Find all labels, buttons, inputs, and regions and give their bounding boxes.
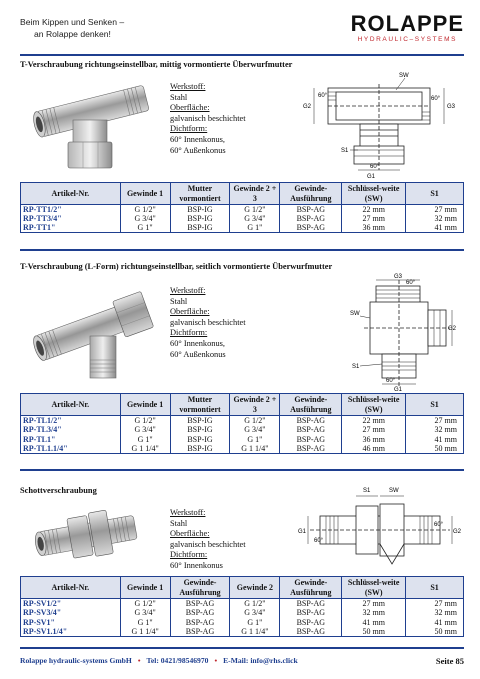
page-number: Seite 85 (435, 656, 464, 666)
technical-drawing-tl (330, 270, 460, 392)
cell: 32 mm (342, 608, 406, 617)
cell: BSP-IG (170, 223, 230, 233)
oberflaeche-value: galvanisch beschichtet (170, 113, 246, 123)
col-gewinde-2: Gewinde 2 (230, 577, 280, 599)
label-angle-60-b: 60° (431, 96, 441, 102)
table-row (21, 425, 464, 434)
section-title: T-Verschraubung richtungseinstellbar, mittig vormontierte Überwurfmutter (20, 60, 293, 69)
col-sw: Schlüssel-weite (SW) (342, 183, 406, 205)
oberflaeche-label: Oberfläche: (170, 103, 210, 113)
cell: G 1 1/4" (120, 444, 170, 454)
cell: G 3/4" (230, 425, 280, 434)
table-row (21, 599, 464, 609)
cell: G 1" (120, 223, 170, 233)
label-angle-60-a: 60° (406, 280, 416, 286)
werkstoff-value: Stahl (170, 92, 188, 102)
cell: 27 mm (406, 416, 464, 426)
cell: 32 mm (406, 214, 464, 223)
cell: 27 mm (342, 425, 406, 434)
bullet-icon: • (137, 656, 141, 665)
table-sv (20, 576, 464, 637)
cell: BSP-IG (170, 425, 230, 434)
cell: G 1/2" (230, 205, 280, 215)
label-s1: S1 (363, 488, 371, 494)
cell: G 3/4" (120, 214, 170, 223)
cell: G 3/4" (120, 425, 170, 434)
cell-artikel: RP-TT1/2" (21, 205, 121, 215)
cell: 50 mm (406, 627, 464, 637)
label-g2: G2 (448, 326, 457, 332)
oberflaeche-label: Oberfläche: (170, 529, 210, 539)
cell: G 1 1/4" (230, 627, 280, 637)
col-artikel: Artikel-Nr. (21, 394, 121, 416)
cell: 41 mm (406, 617, 464, 626)
divider (20, 54, 464, 56)
cell: 22 mm (342, 416, 406, 426)
label-angle-60-a: 60° (318, 93, 328, 99)
spec-block-tl (170, 286, 246, 360)
table-row (21, 627, 464, 637)
col-gewinde-2-3: Gewinde 2 + 3 (230, 183, 280, 205)
table-row (21, 223, 464, 233)
product-photo-tt (28, 72, 158, 172)
cell: G 1 1/4" (230, 444, 280, 454)
cell: BSP-IG (170, 214, 230, 223)
table-row (21, 416, 464, 426)
footer-company: Rolappe hydraulic-systems GmbH (20, 656, 132, 665)
cell: G 1/2" (230, 416, 280, 426)
cell-artikel: RP-TL1.1/4" (21, 444, 121, 454)
cell: G 1/2" (230, 599, 280, 609)
cell: 32 mm (406, 425, 464, 434)
cell: 27 mm (406, 599, 464, 609)
label-g3: G3 (394, 274, 403, 280)
section-title: T-Verschraubung (L-Form) richtungseinstellbar, seitlich vormontierte Überwurfmutter (20, 262, 333, 271)
dichtform-label: Dichtform: (170, 550, 208, 560)
section-title: Schottverschraubung (20, 486, 97, 495)
cell: BSP-AG (170, 599, 230, 609)
spec-block-sv (170, 508, 246, 572)
cell: 27 mm (342, 214, 406, 223)
table-row (21, 205, 464, 215)
cell: BSP-AG (280, 223, 342, 233)
dichtform-label: Dichtform: (170, 328, 208, 338)
oberflaeche-value: galvanisch beschichtet (170, 539, 246, 549)
werkstoff-value: Stahl (170, 296, 188, 306)
dichtform-value-2: 60° Außenkonus (170, 145, 226, 155)
col-mutter: Mutter vormontiert (170, 183, 230, 205)
cell: G 1/2" (120, 599, 170, 609)
label-sw: SW (389, 488, 399, 494)
product-photo-sv (30, 496, 140, 576)
table-header-row (21, 577, 464, 599)
cell: BSP-AG (280, 444, 342, 454)
col-sw: Schlüssel-weite (SW) (342, 394, 406, 416)
label-g1: G1 (367, 174, 376, 180)
cell-artikel: RP-SV1/2" (21, 599, 121, 609)
dichtform-label: Dichtform: (170, 124, 208, 134)
cell: G 1" (120, 617, 170, 626)
col-s1: S1 (406, 577, 464, 599)
col-artikel: Artikel-Nr. (21, 577, 121, 599)
table-header-row (21, 183, 464, 205)
label-g3: G3 (447, 104, 456, 110)
table-header-row (21, 394, 464, 416)
cell: 32 mm (406, 608, 464, 617)
cell: BSP-AG (280, 214, 342, 223)
cell: BSP-AG (170, 608, 230, 617)
footer-contact (20, 656, 298, 666)
col-ausfuehrung: Gewinde-Ausführung (280, 183, 342, 205)
dichtform-value-1: 60° Innenkonus, (170, 338, 225, 348)
label-angle-60-b: 60° (386, 378, 396, 384)
cell: G 1/2" (120, 205, 170, 215)
cell-artikel: RP-SV1" (21, 617, 121, 626)
cell: 36 mm (342, 434, 406, 443)
cell-artikel: RP-SV1.1/4" (21, 627, 121, 637)
cell: BSP-AG (280, 416, 342, 426)
brand-subtitle: HYDRAULIC–SYSTEMS (357, 36, 458, 43)
table-tt (20, 182, 464, 233)
brand-logo (351, 12, 464, 43)
cell: G 1" (120, 434, 170, 443)
technical-drawing-tt (300, 70, 460, 180)
cell-artikel: RP-TL1/2" (21, 416, 121, 426)
label-g2: G2 (453, 529, 462, 535)
cell: BSP-AG (280, 627, 342, 637)
label-angle-60-b: 60° (434, 522, 444, 528)
dichtform-value-2: 60° Außenkonus (170, 349, 226, 359)
table-row (21, 214, 464, 223)
cell: BSP-AG (280, 617, 342, 626)
dichtform-value-1: 60° Innenkonus (170, 560, 223, 570)
werkstoff-label: Werkstoff: (170, 82, 206, 91)
cell: 50 mm (406, 444, 464, 454)
cell-artikel: RP-TL3/4" (21, 425, 121, 434)
product-photo-tl (28, 276, 163, 386)
col-gewinde-2-3: Gewinde 2 + 3 (230, 394, 280, 416)
label-g1: G1 (298, 529, 307, 535)
label-sw: SW (350, 311, 360, 317)
cell: G 1" (230, 617, 280, 626)
cell: G 3/4" (230, 214, 280, 223)
col-ausfuehrung-2: Gewinde-Ausführung (280, 577, 342, 599)
tagline-line-1: Beim Kippen und Senken – (20, 17, 125, 27)
dichtform-value-1: 60° Innenkonus, (170, 134, 225, 144)
cell: BSP-AG (280, 425, 342, 434)
cell: BSP-AG (280, 608, 342, 617)
spec-block-tt (170, 82, 246, 156)
tagline (20, 16, 124, 40)
cell: BSP-AG (170, 617, 230, 626)
cell: G 1" (230, 434, 280, 443)
cell: BSP-AG (170, 627, 230, 637)
cell: BSP-IG (170, 434, 230, 443)
cell: 22 mm (342, 205, 406, 215)
col-mutter: Mutter vormontiert (170, 394, 230, 416)
col-ausfuehrung: Gewinde-Ausführung (280, 394, 342, 416)
table-row (21, 444, 464, 454)
cell: 41 mm (342, 617, 406, 626)
cell-artikel: RP-TT3/4" (21, 214, 121, 223)
cell: BSP-AG (280, 434, 342, 443)
bullet-icon: • (214, 656, 218, 665)
tagline-line-2: an Rolappe denken! (34, 29, 111, 39)
cell-artikel: RP-TT1" (21, 223, 121, 233)
cell-artikel: RP-TL1" (21, 434, 121, 443)
cell: BSP-IG (170, 444, 230, 454)
cell: BSP-IG (170, 205, 230, 215)
label-angle-60-a: 60° (314, 538, 324, 544)
cell: G 3/4" (120, 608, 170, 617)
cell: 27 mm (342, 599, 406, 609)
oberflaeche-value: galvanisch beschichtet (170, 317, 246, 327)
label-s1: S1 (341, 148, 349, 154)
table-row (21, 617, 464, 626)
cell: BSP-IG (170, 416, 230, 426)
cell: BSP-AG (280, 205, 342, 215)
col-s1: S1 (406, 394, 464, 416)
footer (20, 656, 464, 666)
cell-artikel: RP-SV3/4" (21, 608, 121, 617)
label-g1: G1 (394, 387, 403, 392)
col-s1: S1 (406, 183, 464, 205)
werkstoff-value: Stahl (170, 518, 188, 528)
label-s1: S1 (352, 364, 360, 370)
col-gewinde-1: Gewinde 1 (120, 394, 170, 416)
col-gewinde-1: Gewinde 1 (120, 183, 170, 205)
werkstoff-label: Werkstoff: (170, 508, 206, 517)
table-row (21, 608, 464, 617)
werkstoff-label: Werkstoff: (170, 286, 206, 295)
footer-email: E-Mail: info@rhs.click (223, 656, 298, 665)
table-tl (20, 393, 464, 454)
cell: 46 mm (342, 444, 406, 454)
label-angle-60-c: 60° (370, 164, 380, 170)
technical-drawing-sv (296, 484, 462, 572)
section-tt (20, 60, 464, 69)
cell: G 1 1/4" (120, 627, 170, 637)
cell: BSP-AG (280, 599, 342, 609)
table-row (21, 434, 464, 443)
col-gewinde-1: Gewinde 1 (120, 577, 170, 599)
divider (20, 469, 464, 471)
brand-name: ROLAPPE (350, 11, 464, 36)
cell: G 1" (230, 223, 280, 233)
divider (20, 249, 464, 251)
col-ausfuehrung-1: Gewinde-Ausführung (170, 577, 230, 599)
cell: G 1/2" (120, 416, 170, 426)
cell: 50 mm (342, 627, 406, 637)
divider (20, 647, 464, 649)
label-g2: G2 (303, 104, 312, 110)
cell: 41 mm (406, 434, 464, 443)
cell: 36 mm (342, 223, 406, 233)
cell: G 3/4" (230, 608, 280, 617)
cell: 27 mm (406, 205, 464, 215)
label-sw: SW (399, 73, 409, 79)
footer-phone: Tel: 0421/98546970 (146, 656, 209, 665)
col-artikel: Artikel-Nr. (21, 183, 121, 205)
col-sw: Schlüssel-weite (SW) (342, 577, 406, 599)
oberflaeche-label: Oberfläche: (170, 307, 210, 317)
cell: 41 mm (406, 223, 464, 233)
